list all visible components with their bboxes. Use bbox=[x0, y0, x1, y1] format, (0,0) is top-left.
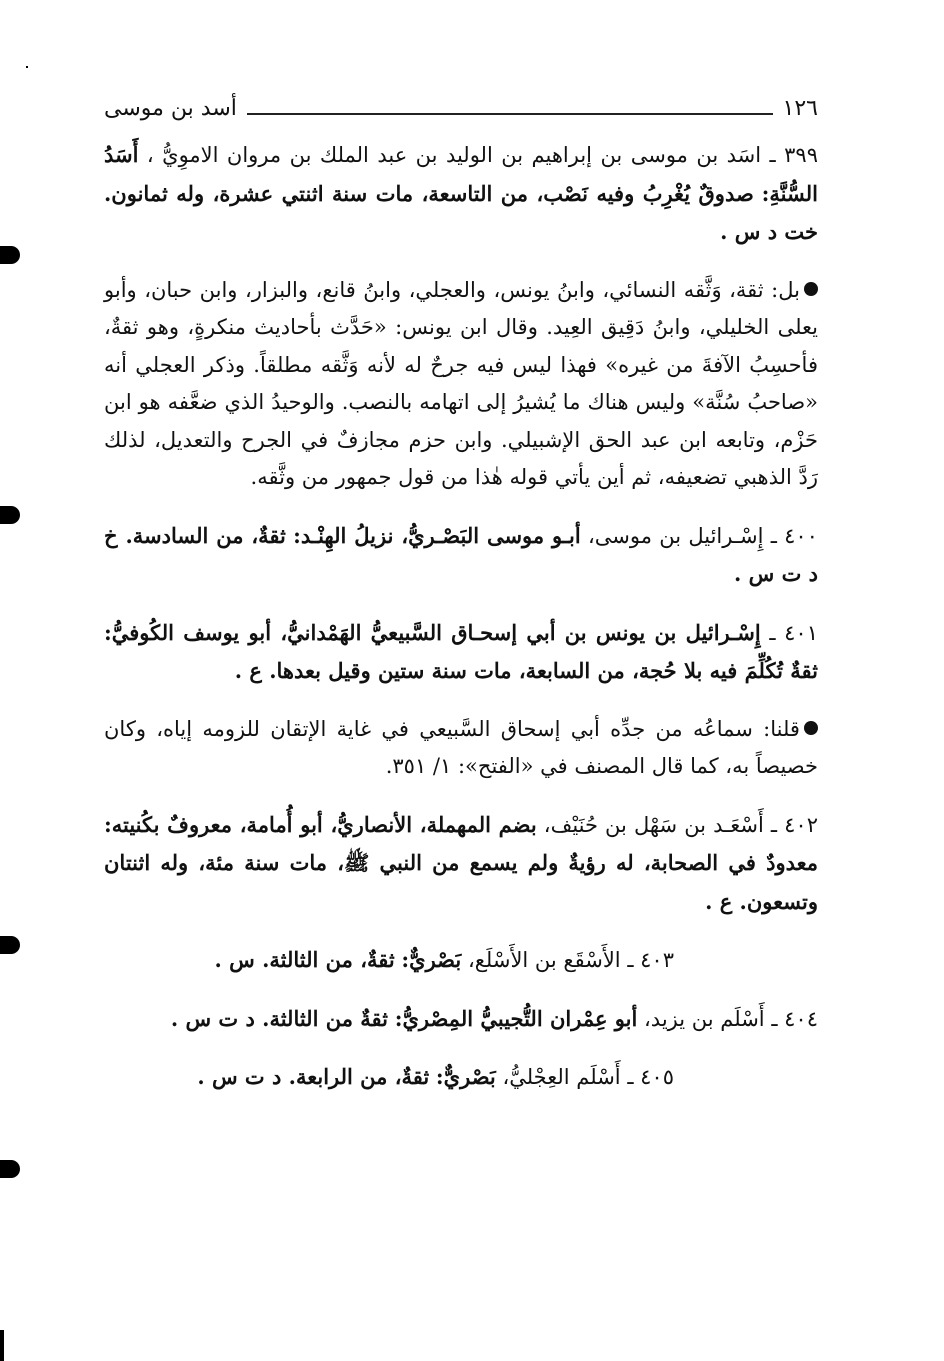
entry-text: ثقةٌ، من الرابعة. د ت س . bbox=[197, 1064, 430, 1089]
entry-text: ثقةٌ من الثالثة. د ت س . bbox=[170, 1005, 388, 1031]
entry-number: ٤٠٥ ـ bbox=[627, 1065, 674, 1089]
entry-405 bbox=[104, 1058, 818, 1097]
entry-lead: أبو عِمْران التُّجيبيُّ المِصْريُّ: bbox=[394, 1005, 638, 1031]
entry-name: أَسْعَـد بن سَهْل بن حُنَيْف، bbox=[543, 812, 764, 837]
entry-text: ثقةٌ، من الثالثة. س . bbox=[214, 947, 395, 972]
comment-401 bbox=[104, 711, 818, 786]
running-header bbox=[104, 88, 818, 128]
scan-mark bbox=[0, 936, 20, 954]
entry-text: ثقةٌ تُكُلِّمَ فيه بلا حُجة، من السابعة، مات سنة ستين وقيل بعدها. ع . bbox=[234, 658, 818, 683]
header-rule bbox=[247, 113, 773, 115]
entry-name: إِسْـرائيل بن موسى، bbox=[588, 523, 764, 548]
entry-name: أَسْلَم العِجْليُّ، bbox=[502, 1065, 621, 1089]
entry-lead: بَصْريٌّ: bbox=[401, 947, 462, 972]
page-body bbox=[104, 136, 818, 1117]
entry-number: ٤٠٠ ـ bbox=[770, 523, 818, 548]
entry-text: ثقةٌ، من السادسة. خ د ت س . bbox=[104, 522, 818, 586]
bullet-icon bbox=[804, 721, 818, 735]
comment-text: سماعُه من جدِّه أبي إسحاق السَّبيعي في غاية الإتقان للزومه إياه، وكان خصيصاً به، كما قال المصنف في «الفتح»: ١/ ٣٥١. bbox=[104, 716, 818, 778]
comment-text: ثقة، وَثَّقه النسائي، وابنُ يونس، والعجلي، وابنُ قانع، والبزار، وابن حبان، وأبو يعلى الخليلي، وابنُ دَقِيق العِيد. وقال ابن يونس: «حَدَّث بأحاديث منكرةٍ، وهو ثقةٌ، فأحسِبُ الآفةَ من غيره» فهذا ليس فيه جرحٌ له لأنه وَثَّقه مطلقاً. وذكر العجلي أنه «صاحبُ سُنَّة» وليس هناك ما يُشيرُ إلى اتهامه بالنصب. والوحيدُ الذي ضعَّفه هو ابن حَزْم، وتابعه ابن عبد الحق الإشبيلي. وابن حزم مجازفٌ في الجرح والتعديل، لذلك رَدَّ الذهبي تضعيفه، ثم أين يأتي قوله هٰذا من قول جمهور من وثَّقه. bbox=[104, 277, 818, 489]
entry-name: اسَد بن موسى بن إبراهيم بن الوليد بن عبد الملك بن مروان الاموِيُّ ، bbox=[146, 143, 762, 167]
running-title: أسد بن موسى bbox=[104, 95, 237, 121]
entry-403 bbox=[104, 941, 818, 980]
comment-399 bbox=[104, 272, 818, 497]
entry-lead: أبـو موسى البَصْـريُّ، نزيلُ الهِنْـد: bbox=[293, 522, 581, 548]
entry-lead: بضم المهملة، الأنصاريُّ، أبو أُمامة، معروفٌ بكُنيته: bbox=[104, 811, 537, 837]
entry-number: ٤٠٣ ـ bbox=[627, 948, 674, 972]
entry-402 bbox=[104, 806, 818, 922]
entry-number: ٤٠١ ـ bbox=[769, 620, 818, 645]
entry-name: إِسْـرائيل بن يونس بن أبي إسحـاق السَّبيعيُّ الهَمْدانيُّ، أبو يوسف الكُوفيُّ: bbox=[104, 619, 761, 645]
entry-text: صدوقٌ يُغْرِبُ وفيه نَصْب، من التاسعة، مات سنة اثنتي عشرة، وله ثمانون. خت د س . bbox=[104, 180, 818, 244]
comment-label: قلنا: bbox=[763, 716, 800, 741]
entry-number: ٤٠٢ ـ bbox=[770, 812, 818, 837]
entry-name: الأَسْقَع بن الأَسْلَع، bbox=[467, 948, 621, 972]
entry-lead: أَسَدُ السُّنَّةِ: bbox=[104, 142, 818, 206]
bullet-icon bbox=[804, 282, 818, 296]
page-number: ١٢٦ bbox=[782, 95, 818, 121]
entry-lead: بَصْريٌّ: bbox=[435, 1064, 496, 1089]
scan-mark bbox=[0, 506, 20, 524]
entry-400 bbox=[104, 517, 818, 594]
entry-399 bbox=[104, 136, 818, 252]
scan-mark bbox=[0, 246, 20, 264]
comment-label: بل: bbox=[771, 277, 800, 302]
entry-404 bbox=[104, 1000, 818, 1039]
entry-number: ٤٠٤ ـ bbox=[771, 1006, 818, 1031]
entry-number: ٣٩٩ ـ bbox=[769, 143, 818, 167]
entry-text: معدودٌ في الصحابة، له رؤيةٌ ولم يسمع من النبي ﷺ، مات سنة مئة، وله اثنتان وتسعون. ع . bbox=[104, 850, 818, 914]
scan-speck bbox=[26, 66, 28, 68]
entry-name: أَسْلَم بن يزيد، bbox=[644, 1006, 765, 1031]
scan-mark bbox=[0, 1160, 20, 1178]
scan-edge-mark bbox=[0, 1330, 4, 1361]
entry-401 bbox=[104, 614, 818, 691]
